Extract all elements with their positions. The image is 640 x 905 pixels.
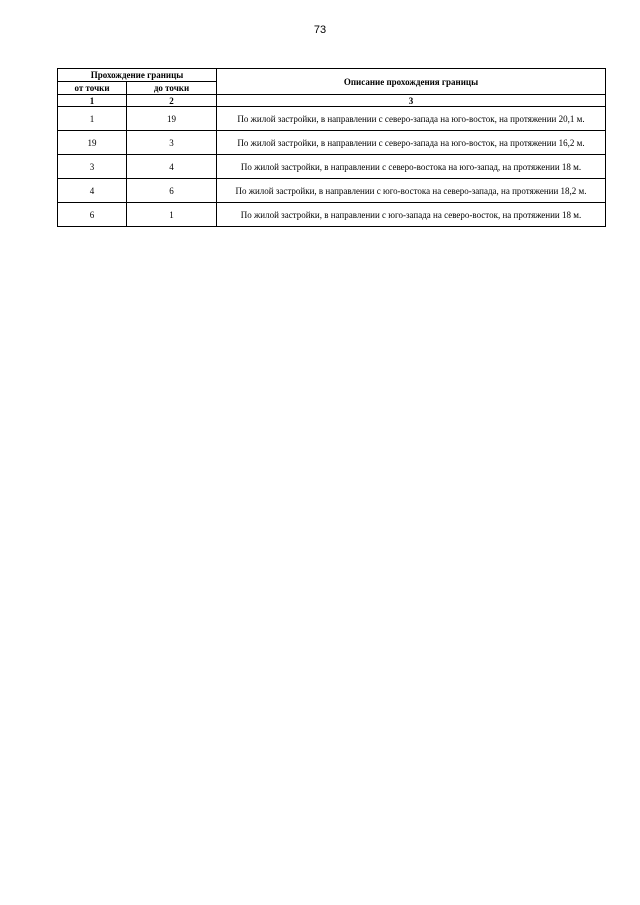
from-point-cell: 4 bbox=[58, 179, 127, 203]
from-point-cell: 19 bbox=[58, 131, 127, 155]
table-row bbox=[58, 107, 606, 131]
to-point-cell: 3 bbox=[127, 131, 217, 155]
table-row bbox=[58, 131, 606, 155]
to-point-cell: 6 bbox=[127, 179, 217, 203]
header-boundary-passage: Прохождение границы bbox=[58, 69, 217, 82]
description-cell: По жилой застройки, в направлении с северо-востока на юго-запад, на протяжении 18 м. bbox=[217, 155, 606, 179]
header-to-point: до точки bbox=[127, 82, 217, 95]
table-row bbox=[58, 155, 606, 179]
table-row bbox=[58, 179, 606, 203]
column-number-3: 3 bbox=[217, 95, 606, 107]
description-cell: По жилой застройки, в направлении с северо-запада на юго-восток, на протяжении 20,1 м. bbox=[217, 107, 606, 131]
from-point-cell: 3 bbox=[58, 155, 127, 179]
to-point-cell: 4 bbox=[127, 155, 217, 179]
description-cell: По жилой застройки, в направлении с юго-запада на северо-восток, на протяжении 18 м. bbox=[217, 203, 606, 227]
description-cell: По жилой застройки, в направлении с северо-запада на юго-восток, на протяжении 16,2 м. bbox=[217, 131, 606, 155]
boundary-table bbox=[57, 68, 606, 227]
table-row bbox=[58, 203, 606, 227]
column-number-1: 1 bbox=[58, 95, 127, 107]
to-point-cell: 1 bbox=[127, 203, 217, 227]
page-number: 73 bbox=[313, 24, 327, 36]
header-from-point: от точки bbox=[58, 82, 127, 95]
to-point-cell: 19 bbox=[127, 107, 217, 131]
from-point-cell: 6 bbox=[58, 203, 127, 227]
description-cell: По жилой застройки, в направлении с юго-востока на северо-запада, на протяжении 18,2 м. bbox=[217, 179, 606, 203]
column-number-2: 2 bbox=[127, 95, 217, 107]
header-description: Описание прохождения границы bbox=[217, 69, 606, 95]
from-point-cell: 1 bbox=[58, 107, 127, 131]
